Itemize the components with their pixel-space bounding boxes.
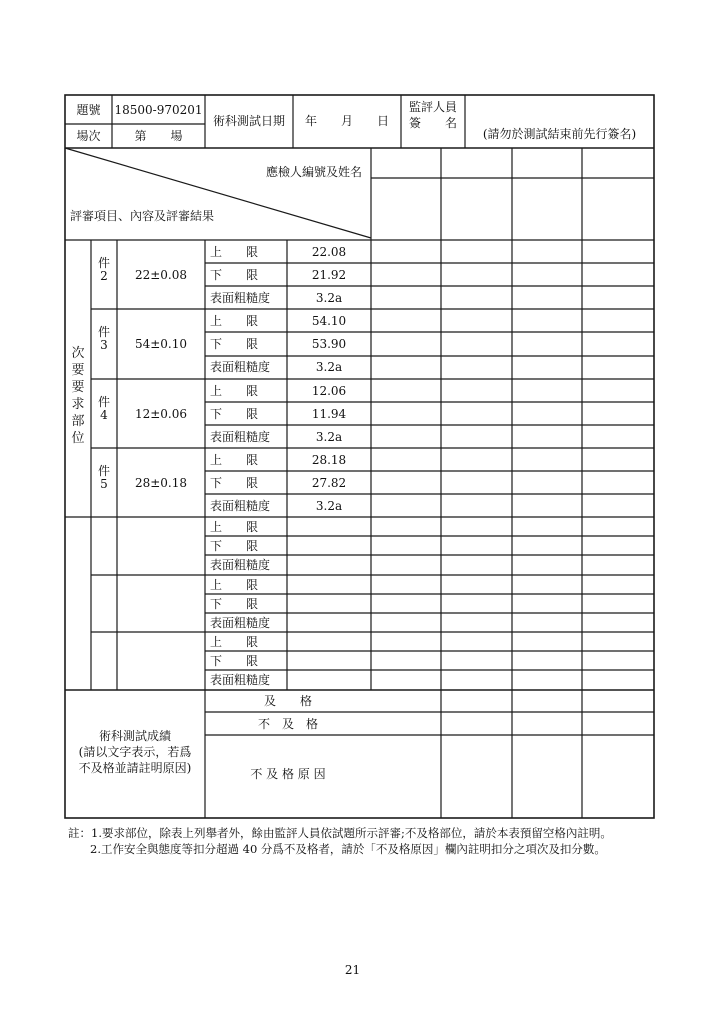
item-label: 上 限 [210,244,259,259]
item-value: 27.82 [311,475,347,490]
item-value: 11.94 [311,406,347,421]
nominal-dimension: 22±0.08 [134,267,188,282]
item-label: 下 限 [210,406,259,421]
item-label: 表面粗糙度 [210,673,271,688]
item-label: 上 限 [210,634,259,649]
part-label: 件4 [97,394,110,422]
pass-label: 及 格 [263,694,312,708]
topic-value: 18500-970201 [114,103,203,117]
examiner-signature-note: (請勿於測試結束前先行簽名) [482,127,637,141]
section-secondary-label: 次要要求部位 [71,346,85,446]
item-label: 上 限 [210,519,259,534]
note-2: 2.工作安全與態度等扣分超過 40 分爲不及格者，請於「不及格原因」欄內註明扣分之項次及扣分數。 [90,842,606,856]
item-label: 表面粗糙度 [210,615,271,630]
item-label: 上 限 [210,577,259,592]
session-value: 第 場 [134,129,183,143]
item-value: 28.18 [311,452,347,467]
part-label: 件3 [97,325,110,352]
topic-label: 題號 [76,103,101,117]
item-value: 22.08 [311,244,347,259]
item-label: 上 限 [210,383,259,398]
item-value: 54.10 [311,313,347,328]
item-label: 下 限 [210,596,259,611]
result-label-1: 術科測試成績 [98,729,171,743]
examiner-label-2: 簽 名 [408,116,457,130]
nominal-dimension: 12±0.06 [134,406,188,421]
item-label: 表面粗糙度 [210,558,271,573]
nominal-dimension: 28±0.18 [134,475,188,490]
test-date-fields: 年 月 日 [304,114,389,128]
item-label: 表面粗糙度 [210,290,271,305]
note-1: 註：1.要求部位，除表上列舉者外，餘由監評人員依試題所示評審;不及格部位，請於本表預留空格內註明。 [68,826,612,840]
item-value: 3.2a [315,429,343,444]
item-label: 下 限 [210,337,259,351]
part-label: 件5 [97,463,110,491]
result-label-2: (請以文字表示，若爲 [78,745,192,759]
item-label: 下 限 [210,267,259,282]
result-label-3: 不及格並請註明原因) [78,761,192,775]
part-label: 件2 [97,255,110,283]
item-value: 53.90 [311,337,347,351]
item-label: 下 限 [210,654,259,668]
test-date-label: 術科測試日期 [212,114,285,128]
session-label: 場次 [76,129,101,143]
item-value: 3.2a [315,290,343,305]
evaluation-items-header: 評審項目、內容及評審結果 [70,209,215,223]
nominal-dimension: 54±0.10 [134,337,188,351]
item-label: 表面粗糙度 [210,360,271,375]
item-value: 3.2a [315,360,343,375]
item-label: 上 限 [210,452,259,467]
page-number: 21 [344,963,361,977]
candidate-id-name-header: 應檢人編號及姓名 [266,165,363,179]
item-label: 表面粗糙度 [210,429,271,444]
examiner-label-1: 監評人員 [408,100,457,114]
item-value: 12.06 [311,383,347,398]
item-label: 下 限 [210,539,259,553]
fail-reason-label: 不 及 格 原 因 [250,767,326,781]
item-value: 3.2a [315,498,343,513]
fail-label: 不 及 格 [257,717,318,731]
item-label: 上 限 [210,313,259,328]
item-label: 表面粗糙度 [210,498,271,513]
item-value: 21.92 [311,267,347,282]
item-label: 下 限 [210,475,259,490]
